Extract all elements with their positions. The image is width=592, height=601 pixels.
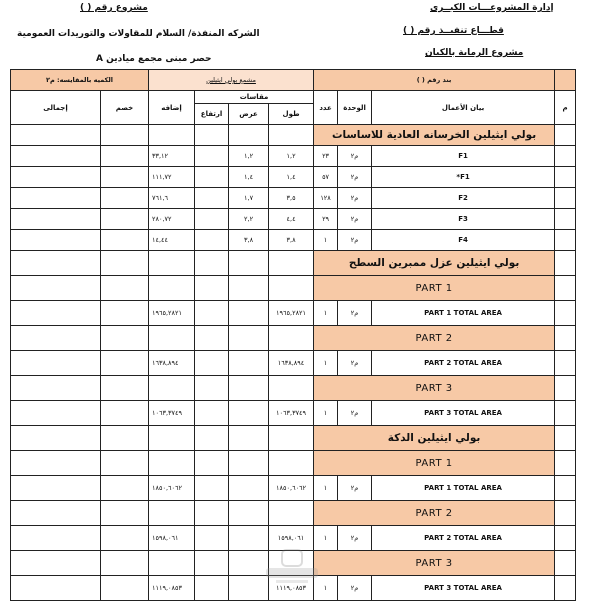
blank-cell: [555, 501, 576, 526]
section-title: بولي ايثيلين الدكة: [314, 426, 555, 451]
dims-blank-cell: [229, 326, 269, 351]
col-header-desc: بيان الأعمال: [372, 91, 555, 125]
tail-blank-cell: [101, 276, 149, 301]
dims-blank-cell: [269, 426, 314, 451]
dims-blank-cell: [195, 526, 229, 551]
col-header-unit: الوحدة: [338, 91, 372, 125]
dims-blank-cell: [269, 326, 314, 351]
row-height: [195, 167, 229, 188]
header-row-1: [11, 91, 576, 104]
row-unit: م٢: [338, 167, 372, 188]
tail-blank-cell: [101, 376, 149, 401]
row-unit: م٢: [338, 301, 372, 326]
row-add: ١١١٩,٠٨٥٣: [149, 576, 195, 601]
row-width: ١,٧: [229, 188, 269, 209]
project-name: مشروع الرماية بالكيان: [425, 48, 524, 58]
row-add: ١١١,٧٢: [149, 167, 195, 188]
dims-blank-cell: [229, 351, 269, 376]
company-name: الشركه المنفذة/ السلام للمقاولات والتوريدات العمومية: [17, 29, 260, 39]
row-length: ٤,٤: [269, 209, 314, 230]
row-desc: PART 3 TOTAL AREA: [372, 576, 555, 601]
blank-cell: [555, 125, 576, 146]
table-row: [11, 146, 576, 167]
blank-cell: [555, 451, 576, 476]
row-count: ١: [314, 576, 338, 601]
tail-blank-cell: [101, 426, 149, 451]
section-title: بولي ايثيلين الخرسانه العادية للاساسات: [314, 125, 555, 146]
row-length: ١٠٦٣,٣٧٤٩: [269, 401, 314, 426]
dims-blank-cell: [195, 125, 229, 146]
row-index-cell: [555, 167, 576, 188]
tail-blank-cell: [11, 301, 101, 326]
tail-blank-cell: [11, 526, 101, 551]
blank-cell: [149, 276, 195, 301]
blank-cell: [149, 501, 195, 526]
dims-blank-cell: [195, 551, 229, 576]
dims-blank-cell: [269, 376, 314, 401]
blank-cell: [555, 426, 576, 451]
tail-blank-cell: [101, 230, 149, 251]
table-row: [11, 230, 576, 251]
tail-blank-cell: [11, 451, 101, 476]
dims-blank-cell: [195, 426, 229, 451]
tail-blank-cell: [101, 576, 149, 601]
part-label: PART 2: [314, 501, 555, 526]
tail-blank-cell: [11, 426, 101, 451]
tail-blank-cell: [11, 551, 101, 576]
administration-title: إدارة المشروعـــات الكبــرى: [430, 3, 554, 13]
row-add: ٢٨٠,٧٢: [149, 209, 195, 230]
row-add: ١٠٦٣,٣٧٤٩: [149, 401, 195, 426]
row-index-cell: [555, 476, 576, 501]
row-index-cell: [555, 401, 576, 426]
tail-blank-cell: [11, 401, 101, 426]
row-unit: م٢: [338, 576, 372, 601]
tail-blank-cell: [11, 188, 101, 209]
blank-cell: [149, 326, 195, 351]
row-index-cell: [555, 351, 576, 376]
blank-cell: [555, 276, 576, 301]
row-height: [195, 146, 229, 167]
row-count: ٢٩: [314, 209, 338, 230]
blank-cell: [149, 251, 195, 276]
dims-blank-cell: [229, 376, 269, 401]
tail-blank-cell: [101, 167, 149, 188]
tail-blank-cell: [101, 125, 149, 146]
row-count: ٢٣: [314, 146, 338, 167]
row-width: ١,٤: [229, 167, 269, 188]
tail-blank-cell: [11, 167, 101, 188]
row-width: ٢,٢: [229, 209, 269, 230]
dims-blank-cell: [229, 526, 269, 551]
row-count: ١: [314, 476, 338, 501]
dims-blank-cell: [195, 451, 229, 476]
table-row: [11, 401, 576, 426]
row-index-cell: [555, 146, 576, 167]
dims-blank-cell: [229, 276, 269, 301]
row-desc: F1*: [372, 167, 555, 188]
dims-blank-cell: [195, 401, 229, 426]
dims-blank-cell: [195, 326, 229, 351]
dims-blank-cell: [229, 501, 269, 526]
dims-blank-cell: [229, 426, 269, 451]
row-desc: F2: [372, 188, 555, 209]
row-index-cell: [555, 230, 576, 251]
row-add: ٧٦١,٦: [149, 188, 195, 209]
table-row: [11, 209, 576, 230]
row-unit: م٢: [338, 526, 372, 551]
row-index-cell: [555, 188, 576, 209]
bill-of-quantities-table: [10, 69, 576, 601]
tail-blank-cell: [101, 451, 149, 476]
row-count: ١: [314, 301, 338, 326]
tail-blank-cell: [11, 146, 101, 167]
tail-blank-cell: [101, 188, 149, 209]
dims-blank-cell: [269, 451, 314, 476]
dims-blank-cell: [195, 376, 229, 401]
row-length: ١٨٥٠,٦٠٦٢: [269, 476, 314, 501]
row-length: ١٦٣٨,٨٩٤: [269, 351, 314, 376]
dims-blank-cell: [229, 476, 269, 501]
blank-cell: [149, 125, 195, 146]
table-row: [11, 301, 576, 326]
dims-blank-cell: [195, 576, 229, 601]
tail-blank-cell: [11, 501, 101, 526]
col-header-length: طول: [269, 104, 314, 125]
table-row: [11, 167, 576, 188]
row-count: ١: [314, 351, 338, 376]
tail-blank-cell: [11, 276, 101, 301]
tail-blank-cell: [101, 401, 149, 426]
tail-blank-cell: [101, 351, 149, 376]
row-count: ١: [314, 230, 338, 251]
row-width: ١,٢: [229, 146, 269, 167]
table-top-row: [11, 70, 576, 91]
tail-blank-cell: [101, 209, 149, 230]
row-unit: م٢: [338, 146, 372, 167]
part-label-row: [11, 326, 576, 351]
row-unit: م٢: [338, 230, 372, 251]
dims-blank-cell: [195, 476, 229, 501]
col-header-width: عرض: [229, 104, 269, 125]
tail-blank-cell: [101, 251, 149, 276]
row-height: [195, 209, 229, 230]
blank-cell: [555, 376, 576, 401]
col-header-add: إضافه: [149, 91, 195, 125]
dims-blank-cell: [229, 301, 269, 326]
dims-blank-cell: [229, 451, 269, 476]
inventory-title: حصر مبنى مجمع ميادين A: [96, 54, 212, 64]
row-unit: م٢: [338, 188, 372, 209]
row-index-cell: [555, 576, 576, 601]
row-desc: PART 2 TOTAL AREA: [372, 526, 555, 551]
table-row: [11, 188, 576, 209]
part-label: PART 1: [314, 276, 555, 301]
dims-blank-cell: [229, 125, 269, 146]
row-index-cell: [555, 209, 576, 230]
tail-blank-cell: [101, 326, 149, 351]
dims-blank-cell: [195, 276, 229, 301]
row-desc: F1: [372, 146, 555, 167]
dims-blank-cell: [195, 351, 229, 376]
row-index-cell: [555, 526, 576, 551]
dims-blank-cell: [269, 125, 314, 146]
tail-blank-cell: [11, 476, 101, 501]
item-number: بند رقم ( ): [314, 70, 555, 91]
row-add: ١٤,٤٤: [149, 230, 195, 251]
row-unit: م٢: [338, 209, 372, 230]
table-row: [11, 526, 576, 551]
part-label: PART 1: [314, 451, 555, 476]
row-add: ١٨٥٠,٦٠٦٢: [149, 476, 195, 501]
col-header-total: إجمالى: [11, 91, 101, 125]
row-desc: F4: [372, 230, 555, 251]
row-height: [195, 230, 229, 251]
section-title-row: [11, 426, 576, 451]
mostaql-logo-icon: [262, 548, 322, 586]
dims-blank-cell: [269, 501, 314, 526]
project-number: مشروع رقم ( ): [80, 3, 148, 13]
section-title: بولي ايثيلين عزل ممبرين السطح: [314, 251, 555, 276]
col-header-m: م: [555, 91, 576, 125]
part-label: PART 3: [314, 551, 555, 576]
row-length: ٣,٥: [269, 188, 314, 209]
table-row: [11, 476, 576, 501]
blank-cell: [149, 451, 195, 476]
section-title-row: [11, 125, 576, 146]
table-row: [11, 351, 576, 376]
row-length: ٣,٨: [269, 230, 314, 251]
part-label-row: [11, 451, 576, 476]
tail-blank-cell: [11, 351, 101, 376]
row-length: ١٩٦٥,٢٨٢١: [269, 301, 314, 326]
dims-blank-cell: [269, 251, 314, 276]
part-label-row: [11, 376, 576, 401]
row-desc: PART 1 TOTAL AREA: [372, 301, 555, 326]
row-unit: م٢: [338, 401, 372, 426]
row-count: ٥٧: [314, 167, 338, 188]
row-add: ١٦٣٨,٨٩٤: [149, 351, 195, 376]
row-desc: PART 3 TOTAL AREA: [372, 401, 555, 426]
row-width: ٣,٨: [229, 230, 269, 251]
row-length: ١٥٩٨,٠٦١: [269, 526, 314, 551]
tail-blank-cell: [101, 501, 149, 526]
dims-blank-cell: [195, 501, 229, 526]
part-label: PART 3: [314, 376, 555, 401]
row-count: ١: [314, 526, 338, 551]
row-length: ١١١٩,٠٨٥٣: [269, 576, 314, 601]
row-desc: PART 1 TOTAL AREA: [372, 476, 555, 501]
col-header-deduct: خصم: [101, 91, 149, 125]
series-label: مشمع بولي ايثيلين: [149, 70, 314, 91]
row-count: ١٢٨: [314, 188, 338, 209]
row-unit: م٢: [338, 351, 372, 376]
tail-blank-cell: [11, 125, 101, 146]
tail-blank-cell: [101, 146, 149, 167]
row-desc: PART 2 TOTAL AREA: [372, 351, 555, 376]
row-add: ١٩٦٥,٢٨٢١: [149, 301, 195, 326]
col-header-height: ارتفاع: [195, 104, 229, 125]
tail-blank-cell: [11, 230, 101, 251]
row-index-cell: [555, 301, 576, 326]
section-title-row: [11, 251, 576, 276]
tail-blank-cell: [11, 376, 101, 401]
row-count: ١: [314, 401, 338, 426]
part-label-row: [11, 276, 576, 301]
blank-cell: [149, 551, 195, 576]
part-label-row: [11, 501, 576, 526]
quantity-label: الكميه بالمقايسه: م٢: [11, 70, 149, 91]
blank-cell: [555, 551, 576, 576]
row-desc: F3: [372, 209, 555, 230]
tail-blank-cell: [101, 476, 149, 501]
row-length: ١,٢: [269, 146, 314, 167]
blank-cell: [555, 326, 576, 351]
tail-blank-cell: [11, 251, 101, 276]
dims-blank-cell: [229, 401, 269, 426]
col-header-count: عدد: [314, 91, 338, 125]
row-unit: م٢: [338, 476, 372, 501]
blank-cell: [555, 251, 576, 276]
dims-blank-cell: [229, 251, 269, 276]
tail-blank-cell: [101, 551, 149, 576]
sector-number: قطـــاع تنفيــذ رقم ( ): [403, 26, 504, 36]
dims-blank-cell: [195, 251, 229, 276]
blank-cell: [149, 376, 195, 401]
col-header-dims: مقاسات: [195, 91, 314, 104]
row-add: ١٥٩٨,٠٦١: [149, 526, 195, 551]
dims-blank-cell: [269, 276, 314, 301]
part-label: PART 2: [314, 326, 555, 351]
tail-blank-cell: [101, 526, 149, 551]
tail-blank-cell: [11, 326, 101, 351]
blank-cell: [149, 426, 195, 451]
tail-blank-cell: [101, 301, 149, 326]
dims-blank-cell: [195, 301, 229, 326]
row-height: [195, 188, 229, 209]
row-add: ٣٣,١٢: [149, 146, 195, 167]
tail-blank-cell: [11, 209, 101, 230]
row-length: ١,٤: [269, 167, 314, 188]
tail-blank-cell: [11, 576, 101, 601]
